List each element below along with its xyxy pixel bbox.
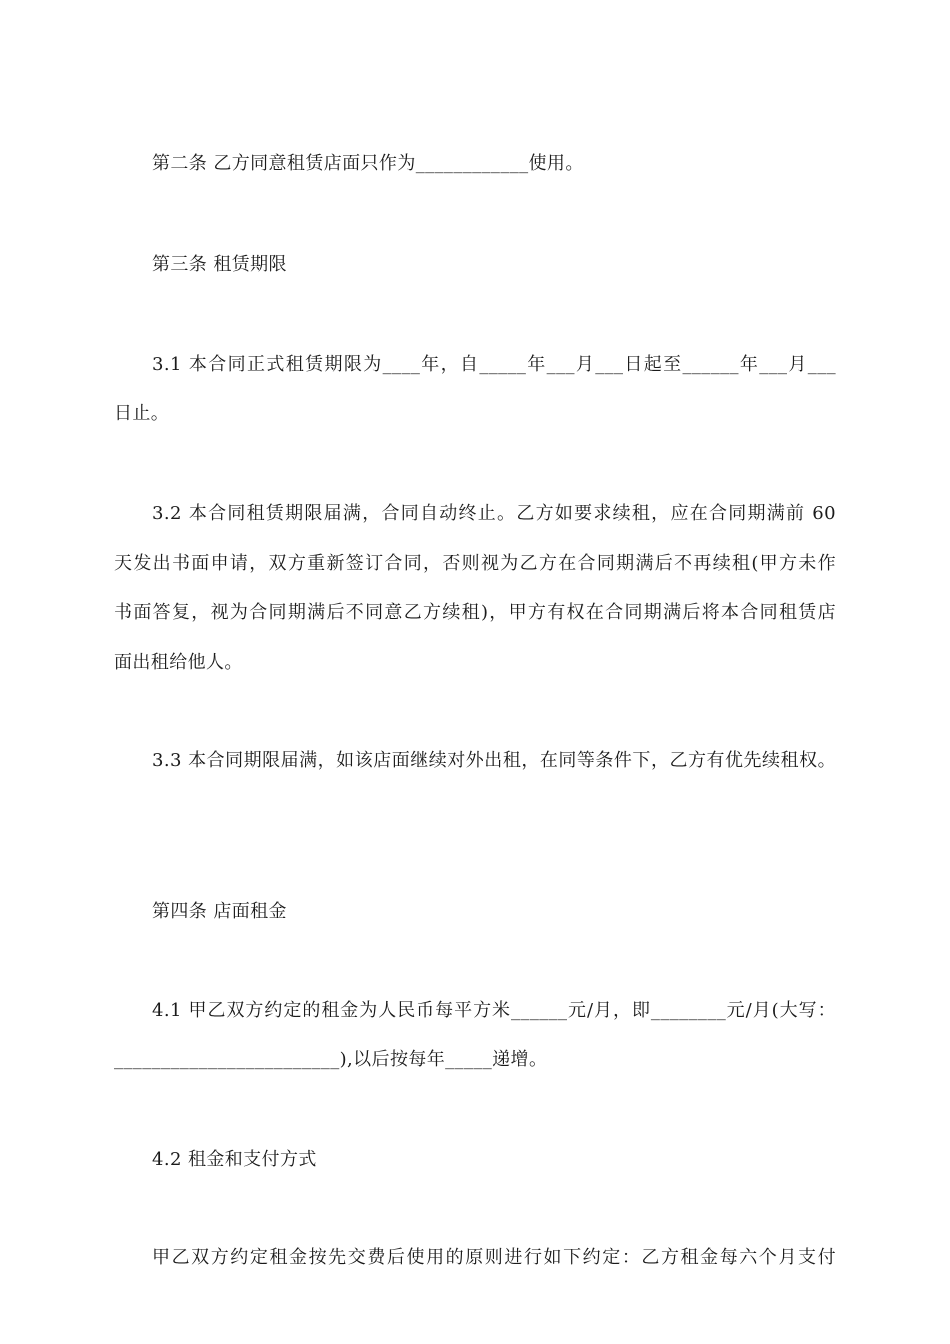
- article-2-text: 第二条 乙方同意租赁店面只作为____________使用。: [152, 153, 584, 174]
- clause-3-2-line-1: 3.2 本合同租赁期限届满，合同自动终止。乙方如要求续租，应在合同期满前 60: [152, 503, 836, 524]
- clause-3-2-line-4: 面出租给他人。: [114, 652, 243, 673]
- clause-4-2-text: 甲乙双方约定租金按先交费后使用的原则进行如下约定：乙方租金每六个月支付: [152, 1247, 836, 1268]
- article-3-heading: 第三条 租赁期限: [152, 254, 287, 275]
- clause-4-2-heading: 4.2 租金和支付方式: [152, 1149, 317, 1170]
- clause-3-2-line-3: 书面答复，视为合同期满后不同意乙方续租)，甲方有权在合同期满后将本合同租赁店: [114, 602, 836, 623]
- clause-3-1-line-1: 3.1 本合同正式租赁期限为____年，自_____年___月___日起至______年___月___: [152, 354, 836, 375]
- clause-3-3-text: 3.3 本合同期限届满，如该店面继续对外出租，在同等条件下，乙方有优先续租权。: [152, 750, 836, 771]
- clause-3-1-line-2: 日止。: [114, 403, 170, 424]
- clause-3-2-line-2: 天发出书面申请，双方重新签订合同，否则视为乙方在合同期满后不再续租(甲方未作: [114, 553, 836, 574]
- clause-4-1-line-1: 4.1 甲乙双方约定的租金为人民币每平方米______元/月，即________元/月(大写：: [152, 1000, 836, 1021]
- article-4-heading: 第四条 店面租金: [152, 901, 287, 922]
- clause-4-1-line-2: ________________________),以后按每年_____递增。: [114, 1049, 548, 1070]
